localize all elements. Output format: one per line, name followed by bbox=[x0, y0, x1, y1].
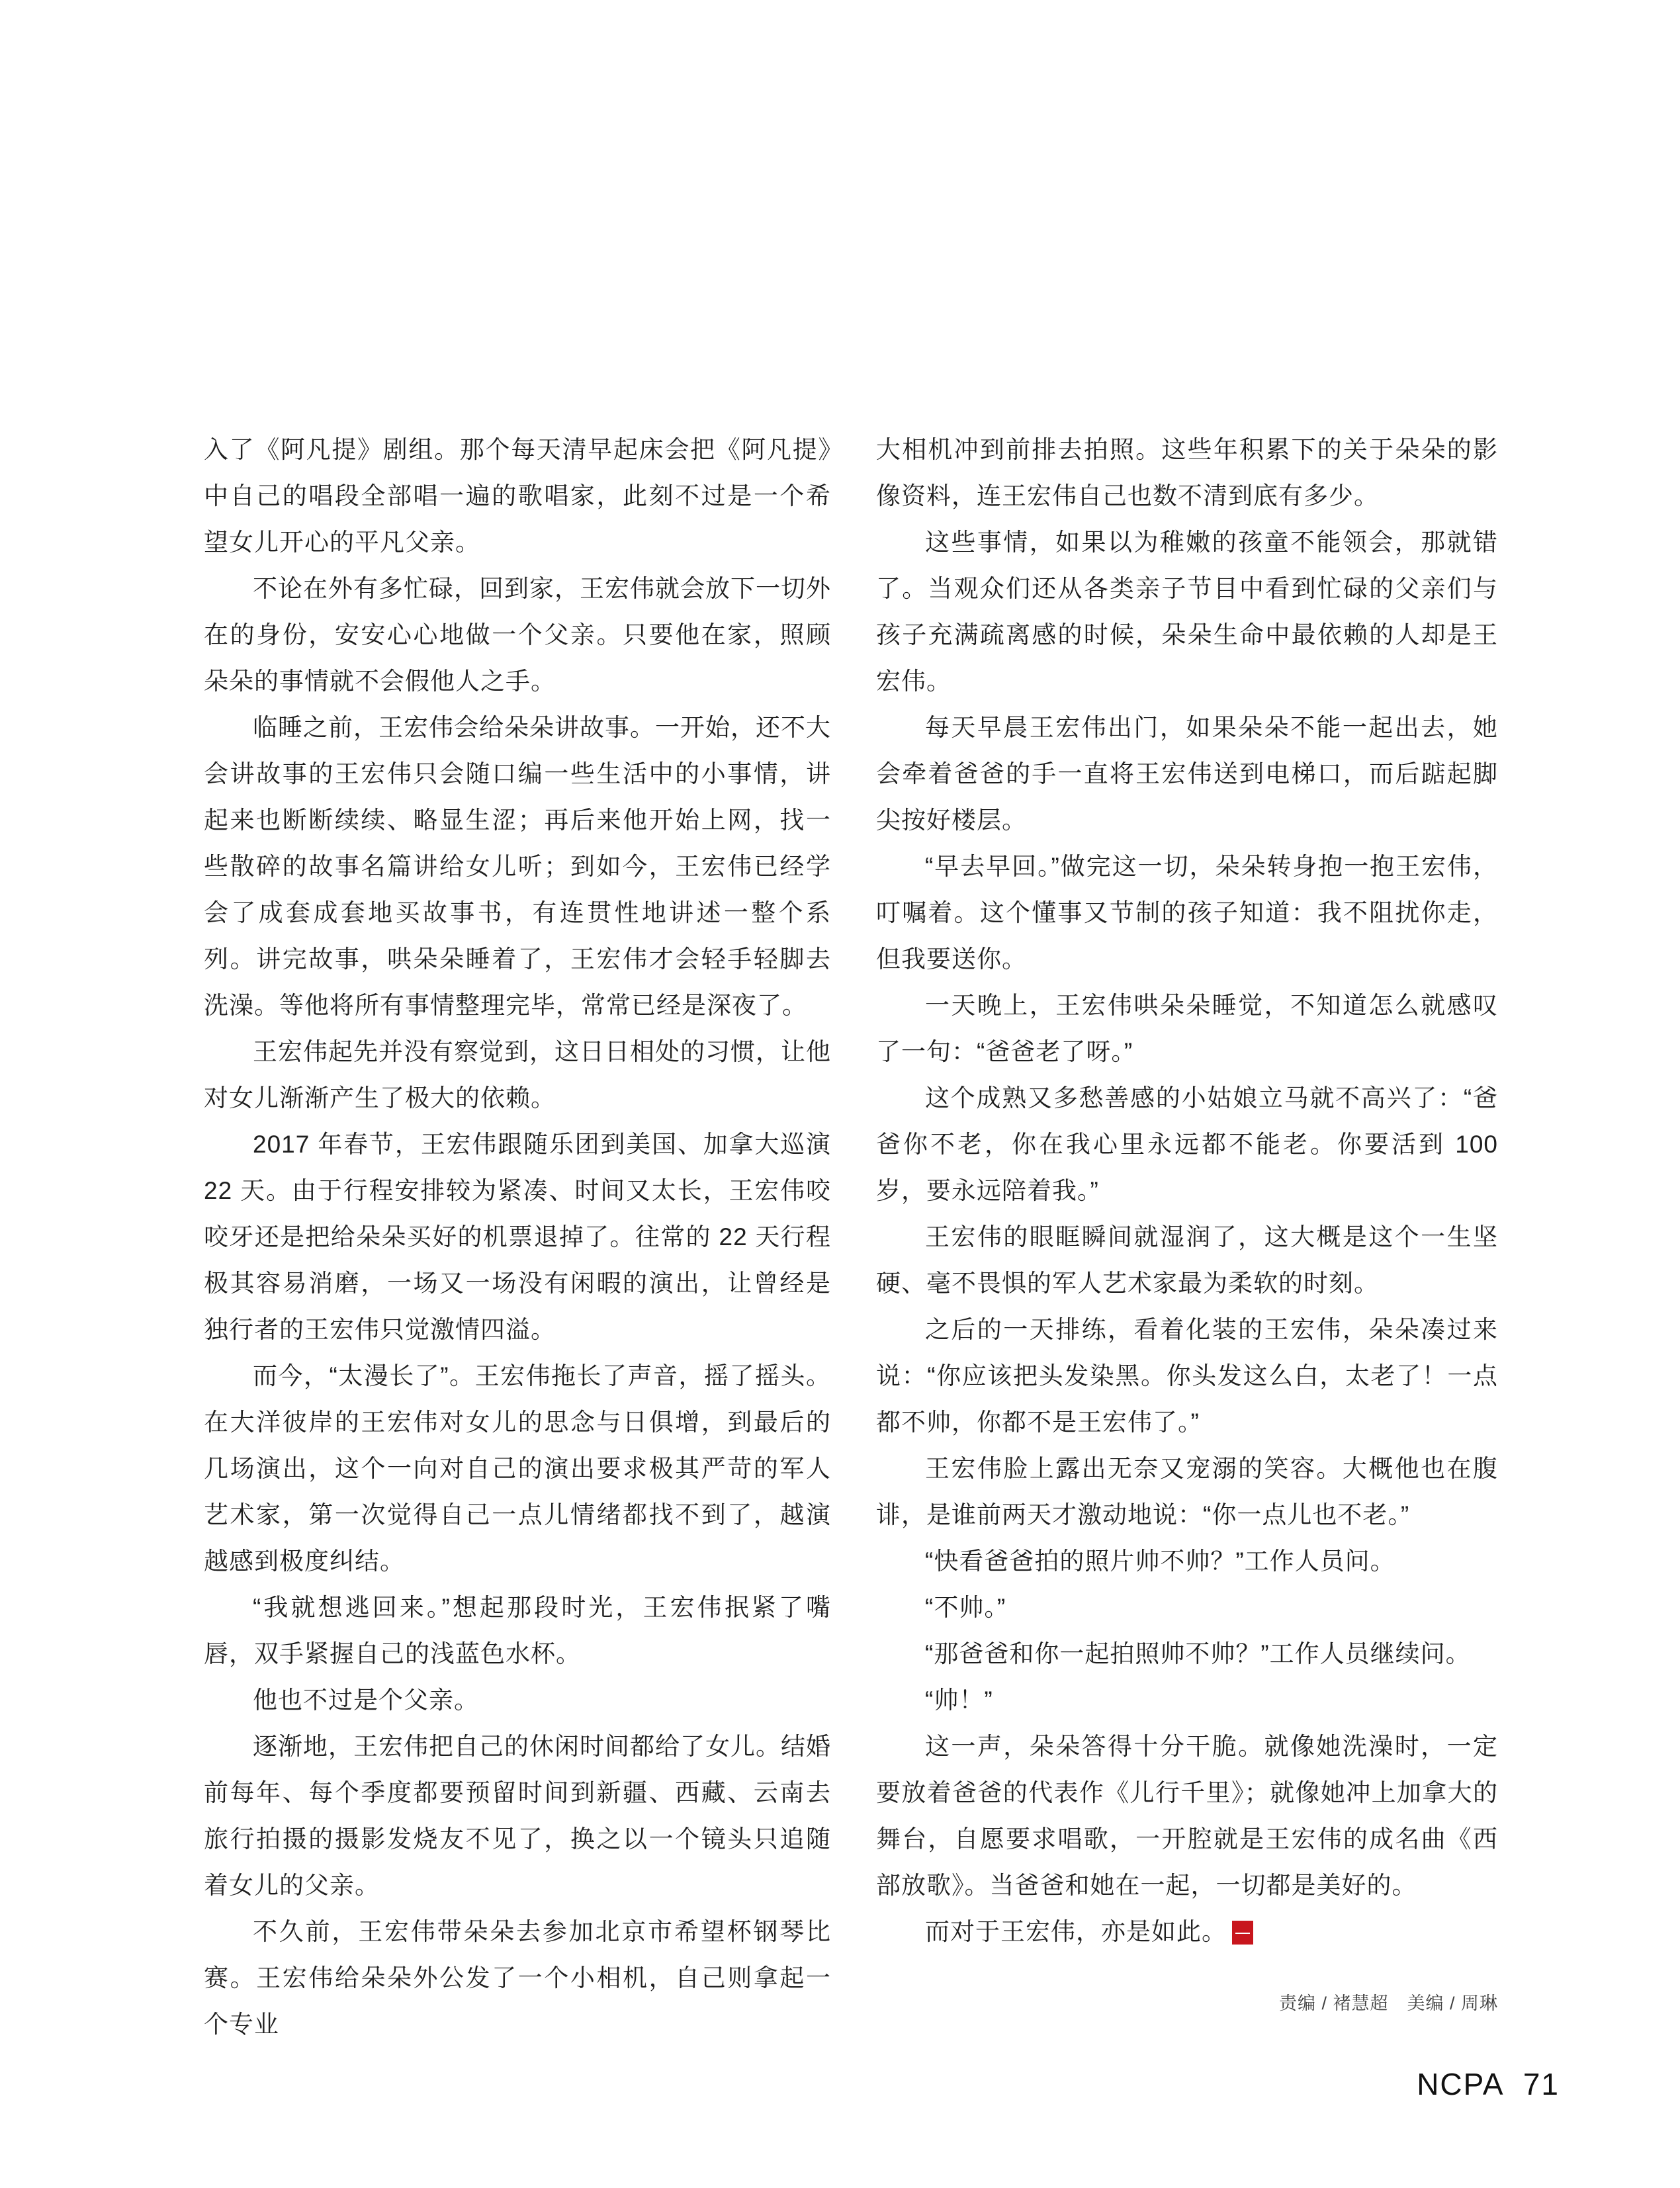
paragraph: “我就想逃回来。”想起那段时光，王宏伟抿紧了嘴唇，双手紧握自己的浅蓝色水杯。 bbox=[204, 1594, 831, 1667]
paragraph: “不帅。” bbox=[925, 1594, 1006, 1621]
paragraph: 之后的一天排练，看着化装的王宏伟，朵朵凑过来说：“你应该把头发染黑。你头发这么白，太老了！一点都不帅，你都不是王宏伟了。” bbox=[876, 1316, 1498, 1436]
paragraph: 入了《阿凡提》剧组。那个每天清早起床会把《阿凡提》中自己的唱段全部唱一遍的歌唱家，此刻不过是一个希望女儿开心的平凡父亲。 bbox=[204, 436, 831, 556]
paragraph: 逐渐地，王宏伟把自己的休闲时间都给了女儿。结婚前每年、每个季度都要预留时间到新疆、西藏、云南去旅行拍摄的摄影发烧友不见了，换之以一个镜头只追随着女儿的父亲。 bbox=[204, 1733, 831, 1899]
paragraph: “早去早回。”做完这一切，朵朵转身抱一抱王宏伟，叮嘱着。这个懂事又节制的孩子知道：我不阻扰你走，但我要送你。 bbox=[876, 853, 1498, 973]
paragraph: 这个成熟又多愁善感的小姑娘立马就不高兴了：“爸爸你不老，你在我心里永远都不能老。你要活到 100 岁，要永远陪着我。” bbox=[876, 1084, 1498, 1204]
page-number: NCPA 71 bbox=[1417, 2067, 1560, 2101]
paragraph: 大相机冲到前排去拍照。这些年积累下的关于朵朵的影像资料，连王宏伟自己也数不清到底有多少。 bbox=[876, 436, 1498, 509]
paragraph: 每天早晨王宏伟出门，如果朵朵不能一起出去，她会牵着爸爸的手一直将王宏伟送到电梯口，而后踮起脚尖按好楼层。 bbox=[876, 714, 1498, 834]
paragraph: 而今，“太漫长了”。王宏伟拖长了声音，摇了摇头。在大洋彼岸的王宏伟对女儿的思念与日俱增，到最后的几场演出，这个一向对自己的演出要求极其严苛的军人艺术家，第一次觉得自己一点儿情绪都找不到了，越演越感到极度纠结。 bbox=[204, 1362, 831, 1575]
ncpa-end-mark-logo bbox=[1232, 1921, 1298, 1946]
paragraph: “帅！” bbox=[925, 1686, 993, 1714]
ncpa-logo-text-bottom: PA bbox=[1281, 1935, 1294, 1946]
article-right-column bbox=[876, 427, 1498, 1955]
paragraph-last bbox=[876, 1909, 1498, 1955]
paragraph: 这些事情，如果以为稚嫩的孩童不能领会，那就错了。当观众们还从各类亲子节目中看到忙碌的父亲们与孩子充满疏离感的时候，朵朵生命中最依赖的人却是王宏伟。 bbox=[876, 529, 1498, 695]
paragraph: 王宏伟起先并没有察觉到，这日日相处的习惯，让他对女儿渐渐产生了极大的依赖。 bbox=[204, 1038, 831, 1112]
paragraph: 一天晚上，王宏伟哄朵朵睡觉，不知道怎么就感叹了一句：“爸爸老了呀。” bbox=[876, 992, 1498, 1065]
article-left-column bbox=[204, 427, 831, 2048]
ncpa-logo-text-top: NC bbox=[1235, 1921, 1250, 1934]
paragraph: “那爸爸和你一起拍照帅不帅？”工作人员继续问。 bbox=[925, 1640, 1471, 1667]
paragraph: 王宏伟脸上露出无奈又宠溺的笑容。大概他也在腹诽，是谁前两天才激动地说：“你一点儿也不老。” bbox=[876, 1455, 1498, 1528]
paragraph: 不论在外有多忙碌，回到家，王宏伟就会放下一切外在的身份，安安心心地做一个父亲。只要他在家，照顾朵朵的事情就不会假他人之手。 bbox=[204, 575, 831, 695]
paragraph: 临睡之前，王宏伟会给朵朵讲故事。一开始，还不大会讲故事的王宏伟只会随口编一些生活中的小事情，讲起来也断断续续、略显生涩；再后来他开始上网，找一些散碎的故事名篇讲给女儿听；到如今，王宏伟已经学会了成套成套地买故事书，有连贯性地讲述一整个系列。讲完故事，哄朵朵睡着了，王宏伟才会轻手轻脚去洗澡。等他将所有事情整理完毕，常常已经是深夜了。 bbox=[204, 714, 831, 1019]
paragraph: 这一声，朵朵答得十分干脆。就像她洗澡时，一定要放着爸爸的代表作《儿行千里》；就像她冲上加拿大的舞台，自愿要求唱歌，一开腔就是王宏伟的成名曲《西部放歌》。当爸爸和她在一起，一切都是美好的。 bbox=[876, 1733, 1498, 1899]
paragraph-text: 而对于王宏伟，亦是如此。 bbox=[925, 1918, 1227, 1945]
paragraph: 不久前，王宏伟带朵朵去参加北京市希望杯钢琴比赛。王宏伟给朵朵外公发了一个小相机，自己则拿起一个专业 bbox=[204, 1918, 831, 2038]
editor-credits: 责编 / 褚慧超 美编 / 周琳 bbox=[1278, 1993, 1498, 2013]
paragraph: 王宏伟的眼眶瞬间就湿润了，这大概是这个一生坚硬、毫不畏惧的军人艺术家最为柔软的时刻。 bbox=[876, 1223, 1498, 1297]
paragraph: 2017 年春节，王宏伟跟随乐团到美国、加拿大巡演 22 天。由于行程安排较为紧凑、时间又太长，王宏伟咬咬牙还是把给朵朵买好的机票退掉了。往常的 22 天行程极其容易消磨，一场又一场没有闲暇的演出，让曾经是独行者的王宏伟只觉激情四溢。 bbox=[204, 1131, 831, 1343]
paragraph: “快看爸爸拍的照片帅不帅？”工作人员问。 bbox=[925, 1548, 1395, 1575]
paragraph: 他也不过是个父亲。 bbox=[253, 1686, 479, 1714]
